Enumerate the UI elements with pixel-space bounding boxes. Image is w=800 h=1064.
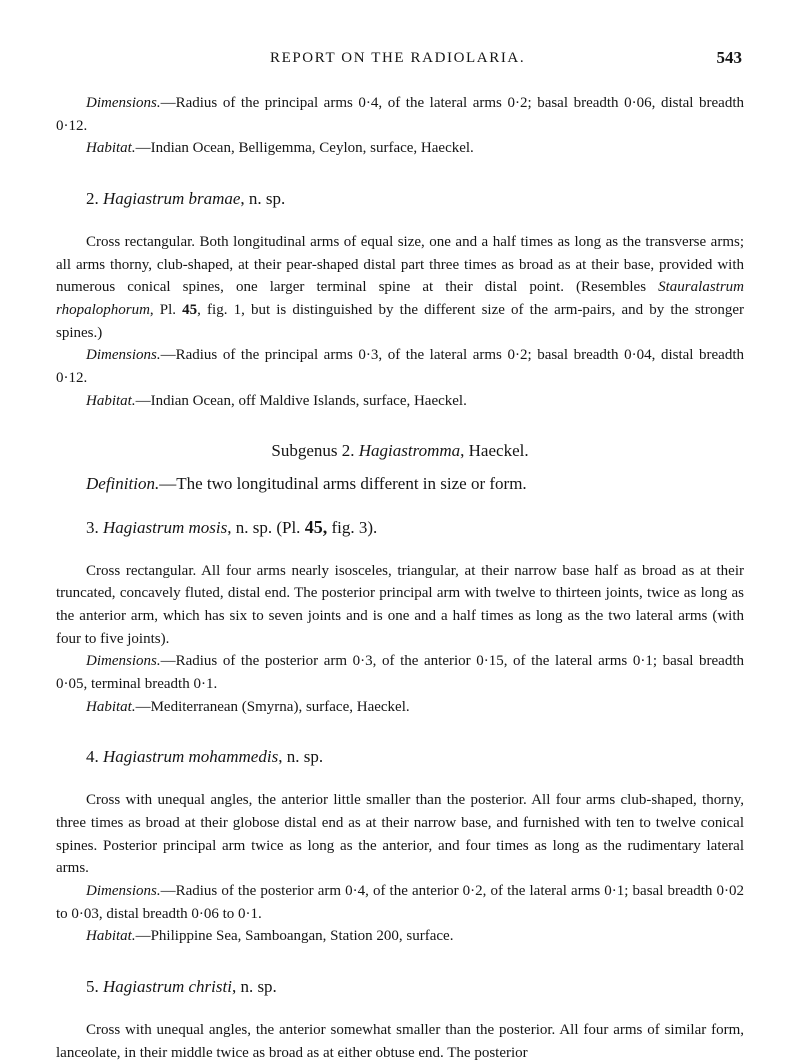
habitat-text: —Indian Ocean, Belligemma, Ceylon, surface, Haeckel. — [135, 140, 474, 157]
species-number: 4. — [86, 747, 99, 767]
dimensions-label: Dimensions. — [86, 347, 161, 364]
habitat-text: —Mediterranean (Smyrna), surface, Haeckel. — [135, 698, 410, 715]
species-heading — [56, 746, 744, 769]
habitat-label: Habitat. — [86, 928, 136, 945]
description-paragraph: Cross rectangular. All four arms nearly isosceles, triangular, at their narrow base half as broad as at their truncated, concavely fluted, distal end. The posterior principal arm with twelve to thirteen joints, twice as long as the anterior arm, which has six to seven joints and is one and a half times as long as the two lateral arms (with four to five joints). — [56, 562, 744, 647]
dimensions-paragraph — [56, 880, 744, 925]
subgenus-suffix: , Haeckel. — [460, 441, 529, 461]
dimensions-label: Dimensions. — [86, 95, 161, 111]
plate-number: 45, — [304, 516, 328, 537]
running-header — [0, 50, 800, 72]
plate-prefix: , Pl. — [149, 301, 183, 318]
subgenus-prefix: Subgenus 2. — [271, 441, 359, 461]
dimensions-text: —Radius of the posterior arm 0·4, of the anterior 0·2, of the lateral arms 0·1; basal breadth 0·02 to 0·03, distal breadth 0·06 to 0·1. — [56, 882, 744, 922]
subgenus-name: Hagiastromma — [358, 441, 461, 461]
species-heading — [56, 188, 744, 211]
definition-paragraph — [56, 473, 744, 496]
habitat-text: —Indian Ocean, off Maldive Islands, surface, Haeckel. — [135, 392, 467, 409]
dimensions-paragraph — [56, 650, 744, 695]
plate-number: 45 — [182, 301, 198, 318]
species-number: 3. — [86, 517, 99, 537]
definition-text: —The two longitudinal arms different in size or form. — [159, 474, 527, 494]
dimensions-paragraph — [56, 344, 744, 389]
dimensions-text: —Radius of the principal arms 0·3, of the lateral arms 0·2; basal breadth 0·04, distal breadth 0·12. — [56, 347, 744, 387]
body-text — [56, 92, 744, 1064]
species-heading — [56, 976, 744, 999]
description-text-cont: , fig. 1, but is distinguished by the different size of the arm-pairs, and by the stronger spines.) — [56, 301, 744, 341]
running-title: REPORT ON THE RADIOLARIA. — [270, 50, 526, 66]
species-suffix: , n. sp. — [240, 189, 286, 209]
taxon-reference: Stauralastrum rhopalophorum — [56, 279, 744, 318]
species-name: Hagiastrum mosis — [103, 517, 228, 537]
species-name: Hagiastrum christi — [103, 977, 232, 997]
definition-label: Definition. — [86, 474, 160, 494]
dimensions-label: Dimensions. — [86, 882, 161, 899]
habitat-label: Habitat. — [86, 392, 136, 409]
description-paragraph: Cross with unequal angles, the anterior somewhat smaller than the posterior. All four arms of similar form, lanceolate, in their middle twice as broad as at either obtuse end. The posterior — [56, 1021, 744, 1061]
habitat-label: Habitat. — [86, 140, 136, 157]
figure-reference: fig. 3). — [327, 517, 378, 537]
species-heading — [56, 516, 744, 540]
description-paragraph — [56, 231, 744, 345]
species-number: 2. — [86, 189, 99, 209]
habitat-paragraph — [56, 696, 744, 719]
dimensions-label: Dimensions. — [86, 653, 161, 670]
habitat-text: —Philippine Sea, Samboangan, Station 200, surface. — [135, 928, 454, 945]
habitat-paragraph — [56, 390, 744, 413]
species-suffix: , n. sp. — [278, 747, 324, 767]
species-suffix: , n. sp. — [231, 977, 277, 997]
species-suffix: , n. sp. (Pl. — [227, 517, 305, 537]
dimensions-text: —Radius of the posterior arm 0·3, of the anterior 0·15, of the lateral arms 0·1; basal breadth 0·05, terminal breadth 0·1. — [56, 653, 744, 693]
species-name: Hagiastrum bramae — [103, 189, 241, 209]
species-name: Hagiastrum mohammedis — [103, 747, 279, 767]
dimensions-paragraph — [56, 92, 744, 137]
page-number: 543 — [716, 48, 742, 67]
description-text: Cross rectangular. Both longitudinal arms of equal size, one and a half times as long as the transverse arms; all arms thorny, club-shaped, at their pear-shaped distal part three times as broad as at their base, provided with numerous conical spines, one larger terminal spine at their distal point. (Resembles — [56, 233, 744, 296]
habitat-paragraph — [56, 137, 744, 160]
species-number: 5. — [86, 977, 99, 997]
description-paragraph: Cross with unequal angles, the anterior little smaller than the posterior. All four arms club-shaped, thorny, three times as broad at their globose distal end as at their narrow base, and furnished with ten to twelve conical spines. Posterior principal arm twice as long as the anterior, and four times as long as the rudimentary lateral arms. — [56, 792, 744, 877]
habitat-paragraph — [56, 925, 744, 948]
subgenus-heading — [56, 440, 744, 463]
dimensions-text: —Radius of the principal arms 0·4, of the lateral arms 0·2; basal breadth 0·06, distal breadth 0·12. — [56, 95, 744, 134]
habitat-label: Habitat. — [86, 698, 136, 715]
